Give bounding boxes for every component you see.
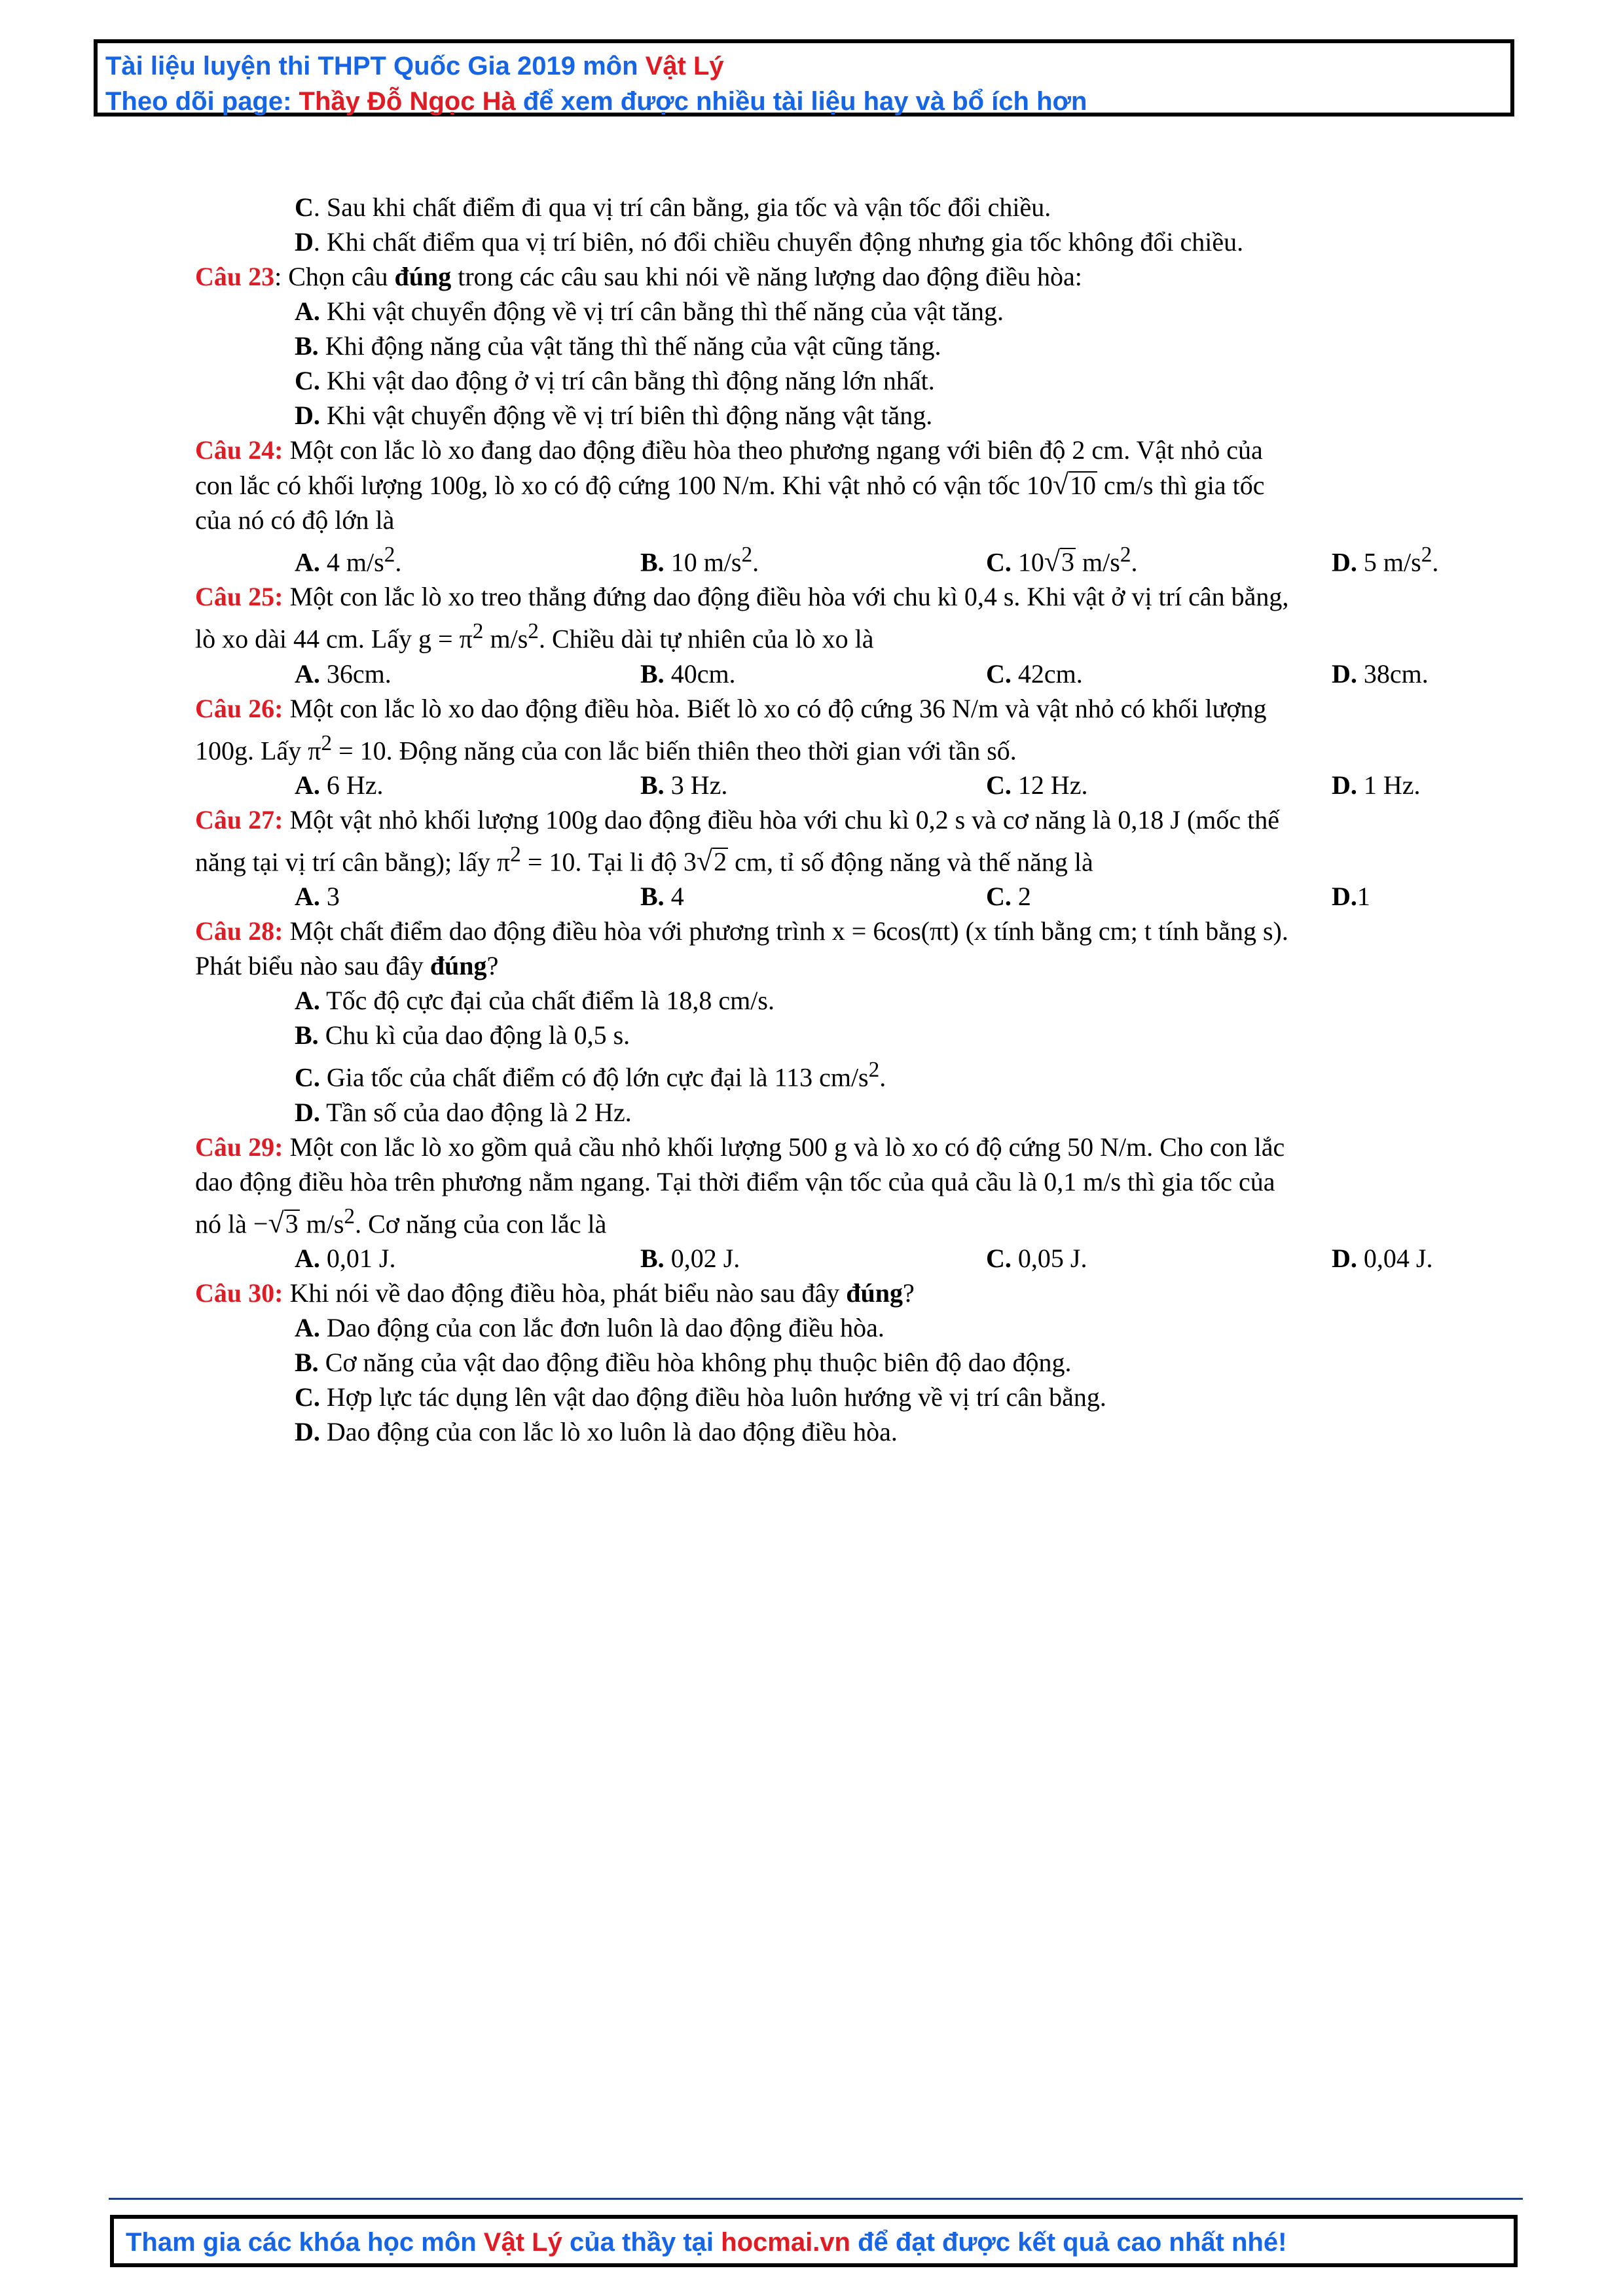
q29-option-b: B. 0,02 J. xyxy=(640,1243,740,1273)
q24-stem-3: của nó có độ lớn là xyxy=(195,505,395,535)
page-footer: Tham gia các khóa học môn Vật Lý của thầy tại hocmai.vn để đạt được kết quả cao nhất nhé! xyxy=(110,2215,1518,2267)
q24-option-b: B. 10 $m/s^2$. xyxy=(640,543,759,577)
q27-option-b: B. 4 xyxy=(640,882,684,912)
q28-option-d: D. Tần số của dao động là 2 Hz. xyxy=(295,1097,632,1127)
q28-equation: x = 6cos(πt) xyxy=(831,916,959,946)
q29-stem-2: dao động điều hòa trên phương nằm ngang. Tại thời điểm vận tốc của quả cầu là 0,1 m/s thì gia tốc của xyxy=(195,1166,1275,1196)
q29-stem-3: nó là −√3 $m/s^2$. Cơ năng của con lắc là xyxy=(195,1204,607,1239)
q28-option-c: C. Gia tốc của chất điểm có độ lớn cực đại là 113 $cm/s^2$. xyxy=(295,1058,886,1092)
q25-stem-1: Câu 25: Một con lắc lò xo treo thẳng đứng dao động điều hòa với chu kì 0,4 s. Khi vật ở vị trí cân bằng, xyxy=(195,582,1289,612)
q27-option-c: C. 2 xyxy=(986,882,1031,912)
q23-option-b: B. Khi động năng của vật tăng thì thế năng của vật cũng tăng. xyxy=(295,331,941,361)
q29-options xyxy=(195,1241,1491,1276)
q25-option-d: D. 38cm. xyxy=(1332,658,1429,689)
q30-option-c: C. Hợp lực tác dụng lên vật dao động điều hòa luôn hướng về vị trí cân bằng. xyxy=(295,1382,1106,1412)
q24-option-c: C. 10√3 $m/s^2$. xyxy=(986,543,1138,578)
q25-stem-2: lò xo dài 44 cm. Lấy $g = \pi^2$ $m/s^2$. Chiều dài tự nhiên của lò xo là xyxy=(195,619,874,654)
question-content xyxy=(195,190,1491,1449)
q28-stem-2: Phát biểu nào sau đây đúng? xyxy=(195,951,499,981)
header-line-1: Tài liệu luyện thi THPT Quốc Gia 2019 môn Vật Lý xyxy=(105,52,724,81)
q30-option-a: A. Dao động của con lắc đơn luôn là dao động điều hòa. xyxy=(295,1312,884,1342)
q26-stem-2: 100g. Lấy $\pi^2 = 10$. Động năng của con lắc biến thiên theo thời gian với tần số. xyxy=(195,730,1017,765)
q26-options xyxy=(195,768,1491,802)
q23-stem: Câu 23: Chọn câu đúng trong các câu sau khi nói về năng lượng dao động điều hòa: xyxy=(195,262,1082,291)
q29-option-a: A. 0,01 J. xyxy=(295,1243,396,1273)
q22-option-d: D. Khi chất điểm qua vị trí biên, nó đổi chiều chuyển động nhưng gia tốc không đổi chiều. xyxy=(295,227,1244,257)
q30-option-b: B. Cơ năng của vật dao động điều hòa không phụ thuộc biên độ dao động. xyxy=(295,1347,1072,1377)
q24-option-d: D. 5 $m/s^2$. xyxy=(1332,543,1439,577)
q25-option-a: A. 36cm. xyxy=(295,658,392,689)
q24-stem-1: Câu 24: Một con lắc lò xo đang dao động điều hòa theo phương ngang với biên độ 2 cm. Vật nhỏ của xyxy=(195,435,1263,465)
q27-option-a: A. 3 xyxy=(295,882,340,912)
q27-options xyxy=(195,879,1491,914)
q28-stem-1: Câu 28: Một chất điểm dao động điều hòa với phương trình x = 6cos(πt) (x tính bằng cm; t tính bằng s). xyxy=(195,916,1288,946)
q23-option-d: D. Khi vật chuyển động về vị trí biên thì động năng vật tăng. xyxy=(295,401,933,430)
q27-option-d: D.1 xyxy=(1332,882,1370,912)
q25-option-c: C. 42cm. xyxy=(986,658,1083,689)
q23-option-c: C. Khi vật dao động ở vị trí cân bằng thì động năng lớn nhất. xyxy=(295,366,935,395)
q30-stem: Câu 30: Khi nói về dao động điều hòa, phát biểu nào sau đây đúng? xyxy=(195,1278,915,1308)
q26-stem-1: Câu 26: Một con lắc lò xo dao động điều hòa. Biết lò xo có độ cứng 36 N/m và vật nhỏ có khối lượng xyxy=(195,693,1267,723)
q26-option-c: C. 12 Hz. xyxy=(986,770,1088,800)
q29-option-d: D. 0,04 J. xyxy=(1332,1243,1433,1273)
header-line-2: Theo dõi page: Thầy Đỗ Ngọc Hà để xem được nhiều tài liệu hay và bổ ích hơn xyxy=(105,87,1087,116)
q25-option-b: B. 40cm. xyxy=(640,658,736,689)
q26-option-a: A. 6 Hz. xyxy=(295,770,384,800)
hocmai-link[interactable]: hocmai.vn xyxy=(721,2228,850,2257)
q28-option-a: A. Tốc độ cực đại của chất điểm là 18,8 cm/s. xyxy=(295,986,775,1016)
q28-option-b: B. Chu kì của dao động là 0,5 s. xyxy=(295,1020,630,1050)
q27-stem-1: Câu 27: Một vật nhỏ khối lượng 100g dao động điều hòa với chu kì 0,2 s và cơ năng là 0,18 J (mốc thế xyxy=(195,804,1280,834)
q25-options xyxy=(195,656,1491,691)
q22-option-c: C. Sau khi chất điểm đi qua vị trí cân bằng, gia tốc và vận tốc đổi chiều. xyxy=(295,192,1051,222)
q30-option-d: D. Dao động của con lắc lò xo luôn là dao động điều hòa. xyxy=(295,1416,898,1446)
q23-option-a: A. Khi vật chuyển động về vị trí cân bằng thì thế năng của vật tăng. xyxy=(295,296,1004,326)
q26-option-b: B. 3 Hz. xyxy=(640,770,728,800)
q29-option-c: C. 0,05 J. xyxy=(986,1243,1087,1273)
q24-stem-2: con lắc có khối lượng 100g, lò xo có độ cứng 100 N/m. Khi vật nhỏ có vận tốc 10√10 cm/s thì gia tốc xyxy=(195,469,1265,501)
q24-options xyxy=(195,537,1491,579)
q26-option-d: D. 1 Hz. xyxy=(1332,770,1421,800)
page-header xyxy=(94,39,1514,117)
q29-stem-1: Câu 29: Một con lắc lò xo gồm quả cầu nhỏ khối lượng 500 g và lò xo có độ cứng 50 N/m. Cho con lắc xyxy=(195,1132,1285,1162)
footer-divider xyxy=(109,2198,1523,2200)
q27-stem-2: năng tại vị trí cân bằng); lấy $\pi^2 = 10$. Tại li độ 3√2 cm, tỉ số động năng và thế năng là xyxy=(195,842,1093,878)
q24-option-a: A. 4 $m/s^2$. xyxy=(295,543,402,577)
